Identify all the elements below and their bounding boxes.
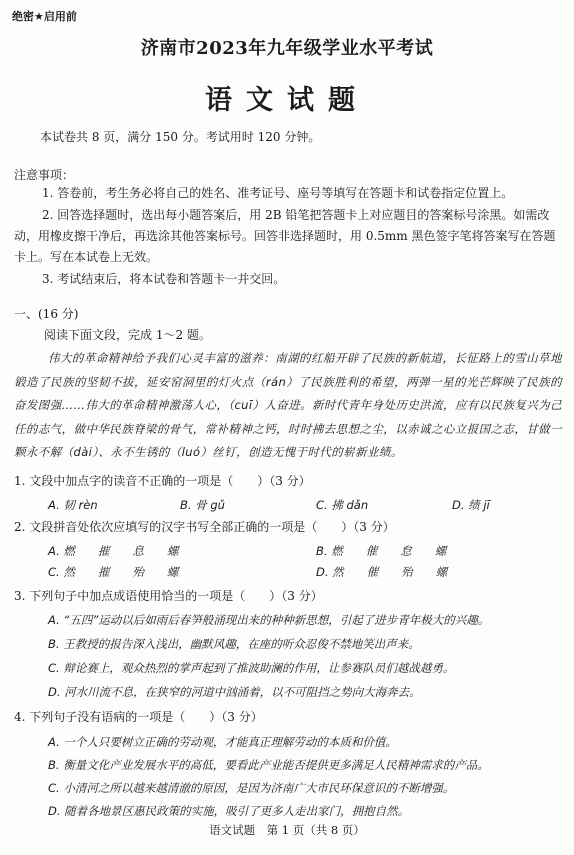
option-c: C. 拂 dǎn: [316, 498, 369, 512]
option-a: A. 韧 rèn: [48, 498, 98, 512]
paper-intro: 本试卷共 8 页，满分 150 分。考试用时 120 分钟。: [40, 130, 321, 144]
note-item: 3. 考试结束后，将本试卷和答题卡一并交回。: [42, 272, 286, 286]
option-a: A. 燃 摧 息 螺: [48, 544, 179, 558]
reading-passage: 伟大的革命精神给予我们心灵丰富的滋养：南湖的红船开辟了民族的新航道，长征路上的雪山草地锻造了民族的坚韧不拔，延安窑洞里的灯火点（rán）了民族胜利的希望，两弹一星的光芒辉映了民族的奋发图强……伟大的革命精神激荡人心，（cuī）人奋进。新时代青年身处历史洪流，应有以民族复兴为己任的志气，做中华民族脊梁的骨气，常补精神之钙，时时拂去思想之尘，以赤诚之心立报国之志，甘做一颗永不解（dài）、永不生锈的（luó）丝钉，创造无愧于时代的崭新业绩。: [14, 351, 562, 459]
note-item: 1. 答卷前，考生务必将自己的姓名、准考证号、座号等填写在答题卡和试卷指定位置上。: [42, 186, 514, 200]
option-b: B. 骨 gǔ: [180, 498, 225, 512]
note-item: 2. 回答选择题时，选出每小题答案后，用 2B 铅笔把答题卡上对应题目的答案标号涂黑。如需改动，用橡皮擦干净后，再选涂其他答案标号。回答非选择题时，用 0.5mm 黑色签字笔将答案写在答题卡上。写在本试卷上无效。: [14, 208, 556, 264]
question-stem: 3. 下列句子中加点成语使用恰当的一项是（ ）（3 分）: [14, 589, 323, 603]
option-d: D. 然 催 殆 螺: [316, 565, 448, 579]
option-c: C. 然 摧 殆 螺: [48, 565, 179, 579]
question-stem: 4. 下列句子没有语病的一项是（ ）（3 分）: [14, 710, 263, 724]
page-footer: 语文试题 第 1 页（共 8 页）: [209, 823, 365, 837]
option-d: D. 随着各地景区惠民政策的实施，吸引了更多人走出家门，拥抱自然。: [48, 804, 410, 818]
option-b: B. 王教授的报告深入浅出，幽默风趣，在座的听众忍俊不禁地笑出声来。: [48, 637, 420, 651]
confidential-label: 绝密★启用前: [12, 10, 77, 23]
option-b: B. 燃 催 怠 螺: [316, 544, 447, 558]
option-d: D. 绩 jī: [452, 498, 490, 512]
option-a: A. 一个人只要树立正确的劳动观，才能真正理解劳动的本质和价值。: [48, 735, 397, 749]
exam-title: 济南市2023年九年级学业水平考试: [140, 38, 434, 59]
option-b: B. 衡量文化产业发展水平的高低，要看此产业能否提供更多满足人民精神需求的产品。: [48, 758, 489, 772]
option-c: C. 小清河之所以越来越清澈的原因，是因为济南广大市民环保意识的不断增强。: [48, 781, 455, 795]
option-d: D. 河水川流不息，在狭窄的河道中汹涌着，以不可阻挡之势向大海奔去。: [48, 685, 421, 699]
question-stem: 1. 文段中加点字的读音不正确的一项是（ ）（3 分）: [14, 474, 311, 488]
subject-title: 语文试题: [205, 85, 369, 116]
question-stem: 2. 文段拼音处依次应填写的汉字书写全部正确的一项是（ ）（3 分）: [14, 520, 395, 534]
option-c: C. 辩论赛上，观众热烈的掌声起到了推波助澜的作用，让参赛队员们越战越勇。: [48, 661, 455, 675]
option-a: A. “五四”运动以后如雨后春笋般涌现出来的种种新思想，引起了进步青年极大的兴趣。: [48, 613, 490, 627]
section-instruction: 阅读下面文段，完成 1～2 题。: [44, 328, 211, 342]
section-heading: 一、(16 分): [14, 307, 79, 321]
notes-heading: 注意事项：: [14, 168, 75, 182]
